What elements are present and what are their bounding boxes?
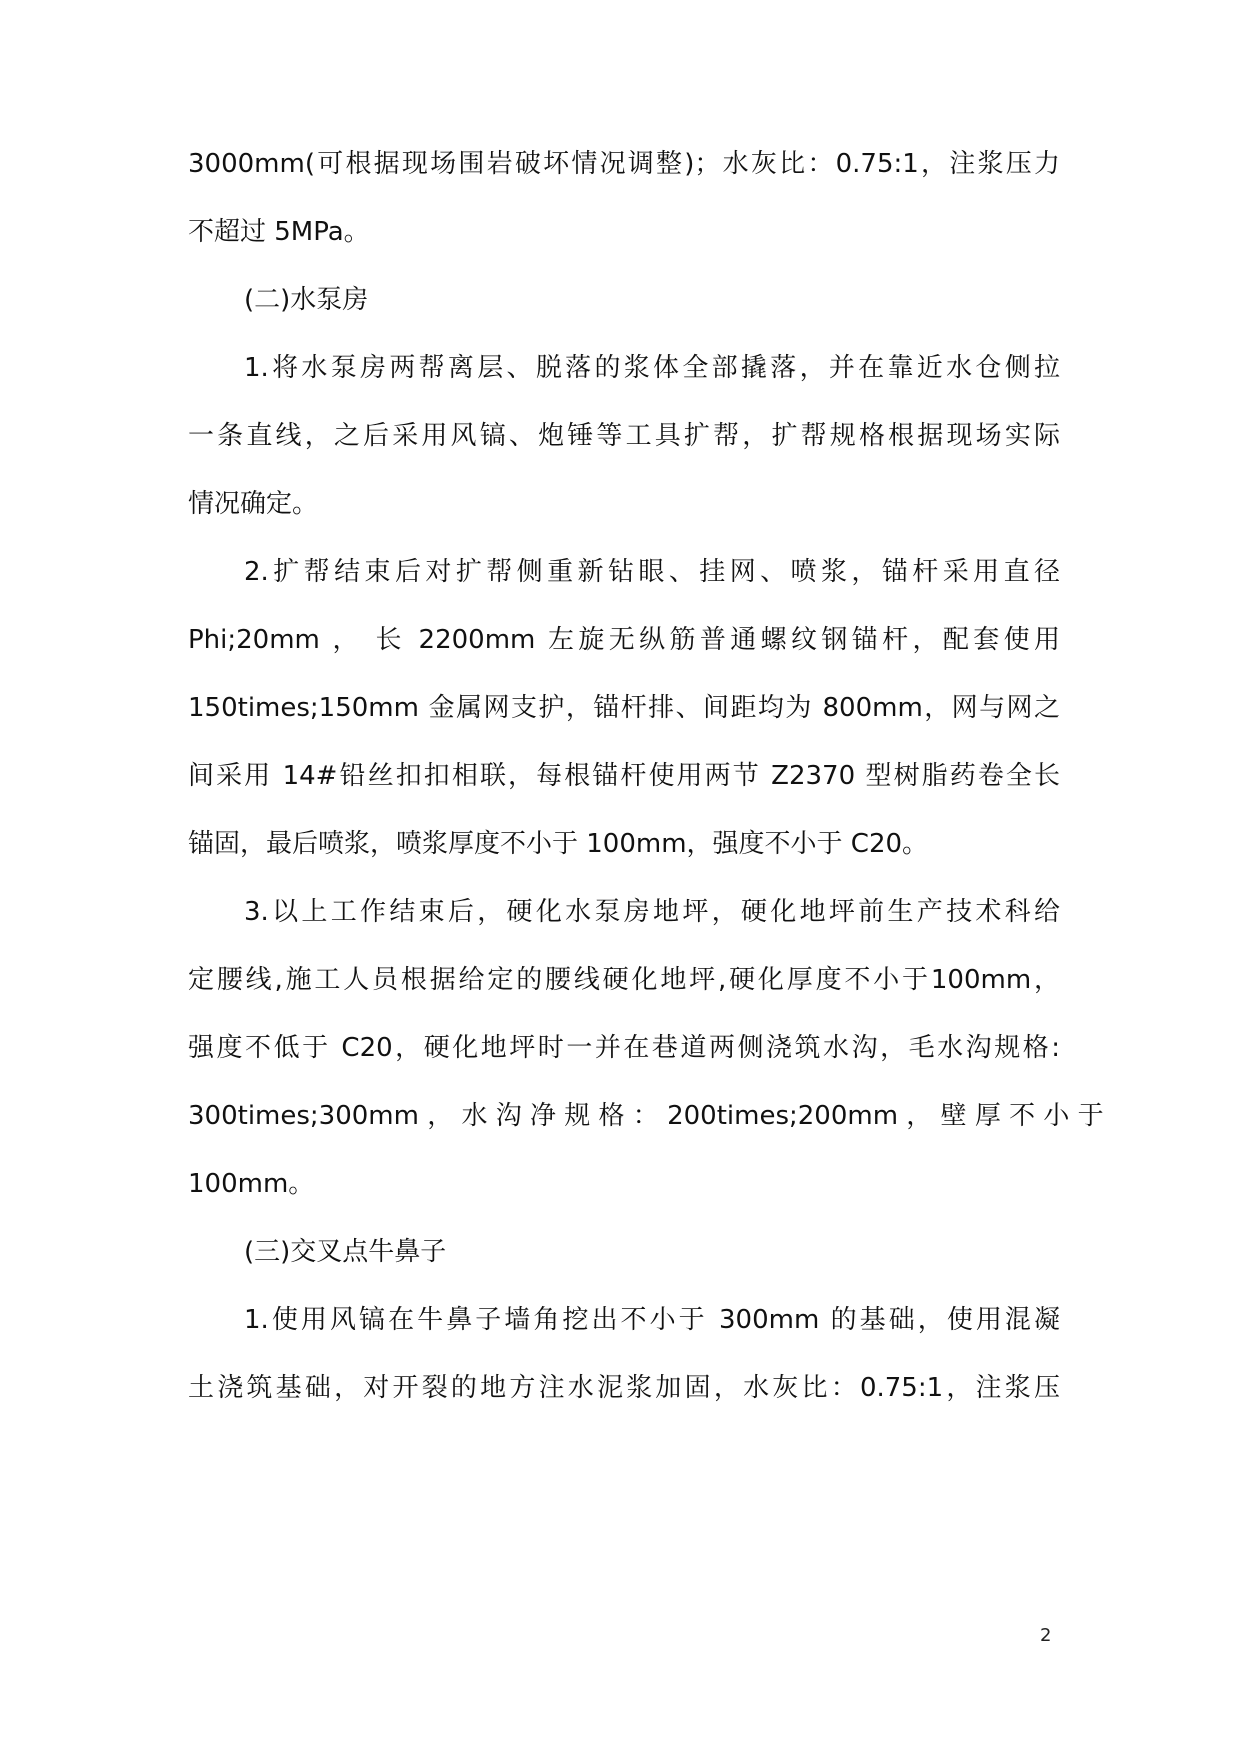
text-line: 定腰线,施工人员根据给定的腰线硬化地坪,硬化厚度不小于100mm， xyxy=(188,965,1060,995)
page-number: 2 xyxy=(1040,1625,1052,1646)
text-line: 情况确定。 xyxy=(188,489,319,519)
text-line: 锚固，最后喷浆，喷浆厚度不小于 100mm，强度不小于 C20。 xyxy=(188,829,929,859)
text-line: 150times;150mm 金属网支护，锚杆排、间距均为 800mm，网与网之 xyxy=(188,693,1060,723)
text-line: Phi;20mm ， 长 2200mm 左旋无纵筋普通螺纹钢锚杆，配套使用 xyxy=(188,625,1060,655)
text-line: 3000mm(可根据现场围岩破坏情况调整)；水灰比：0.75:1，注浆压力 xyxy=(188,149,1060,179)
text-line: 强度不低于 C20，硬化地坪时一并在巷道两侧浇筑水沟，毛水沟规格: xyxy=(188,1033,1060,1063)
text-line: 300times;300mm ， 水 沟 净 规 格 ： 200times;200mm ， 壁 厚 不 小 于 xyxy=(188,1101,1104,1131)
text-line: 2.扩帮结束后对扩帮侧重新钻眼、挂网、喷浆，锚杆采用直径 xyxy=(244,557,1060,587)
section-heading: (三)交叉点牛鼻子 xyxy=(244,1237,447,1267)
section-heading: (二)水泵房 xyxy=(244,285,369,315)
text-line: 3.以上工作结束后，硬化水泵房地坪，硬化地坪前生产技术科给 xyxy=(244,897,1060,927)
text-line: 间采用 14#铅丝扣扣相联，每根锚杆使用两节 Z2370 型树脂药卷全长 xyxy=(188,761,1060,791)
text-line: 不超过 5MPa。 xyxy=(188,217,370,247)
text-line: 1.使用风镐在牛鼻子墙角挖出不小于 300mm 的基础，使用混凝 xyxy=(244,1305,1060,1335)
text-line: 1.将水泵房两帮离层、脱落的浆体全部撬落，并在靠近水仓侧拉 xyxy=(244,353,1060,383)
text-line: 土浇筑基础，对开裂的地方注水泥浆加固，水灰比：0.75:1，注浆压 xyxy=(188,1373,1060,1403)
text-line: 一条直线，之后采用风镐、炮锤等工具扩帮，扩帮规格根据现场实际 xyxy=(188,421,1060,451)
text-line: 100mm。 xyxy=(188,1169,315,1199)
